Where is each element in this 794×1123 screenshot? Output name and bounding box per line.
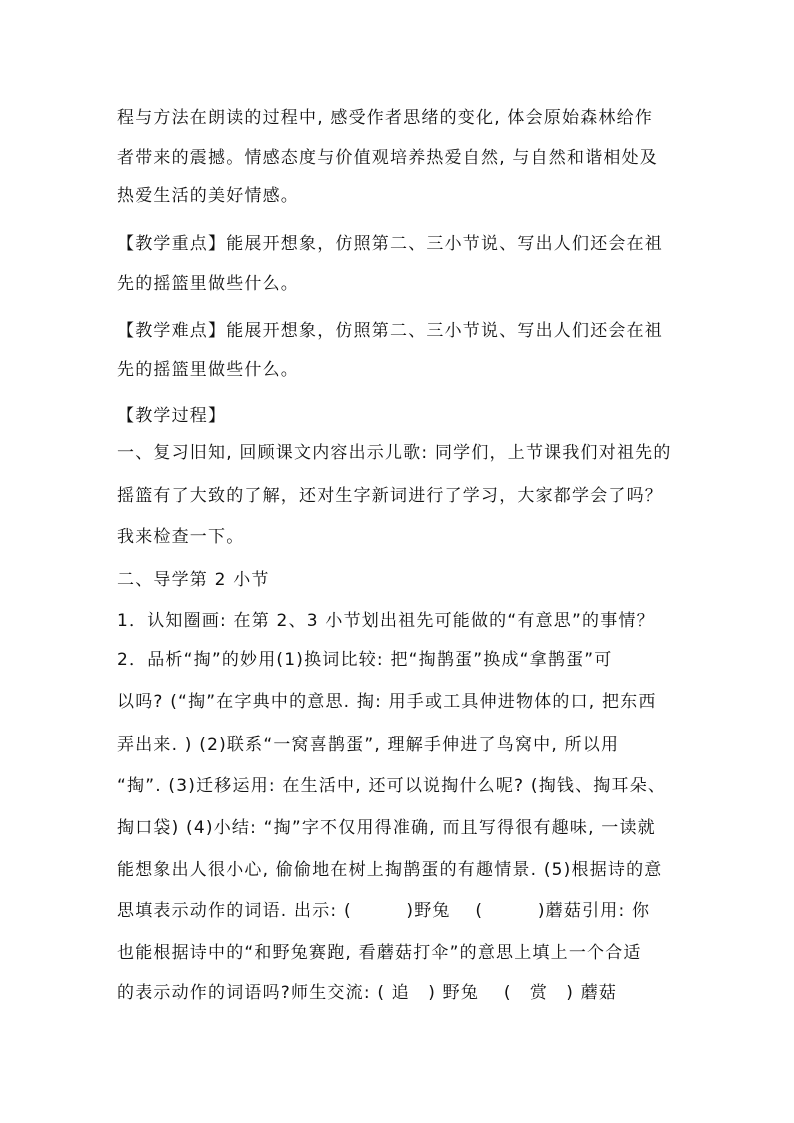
text-line: 1．认知圈画: 在第 2、3 小节划出祖先可能做的“有意思”的事情？ (117, 611, 655, 631)
text-line: 思填表示动作的词语. 出示: ( )野兔 ( )蘑菇引用: 你 (117, 901, 651, 921)
text-line: 也能根据诗中的“和野兔赛跑, 看蘑菇打伞”的意思上填上一个合适 (117, 943, 642, 963)
text-line: 的表示动作的词语吗?师生交流: ( 追 ) 野兔 ( 赏 ) 蘑菇 (117, 983, 618, 1003)
section-heading: 二、导学第 2 小节 (117, 570, 270, 590)
section-heading: 【教学过程】 (117, 406, 227, 426)
text-line: 弄出来. ) (2)联系“一窝喜鹊蛋”, 理解手伸进了鸟窝中, 所以用 (117, 735, 620, 755)
text-line: 先的摇篮里做些什么。 (117, 360, 299, 380)
text-line: 程与方法在朗读的过程中, 感受作者思绪的变化, 体会原始森林给作 (117, 108, 654, 128)
text-line: 先的摇篮里做些什么。 (117, 274, 299, 294)
text-line: 一、复习旧知, 回顾课文内容出示儿歌: 同学们，上节课我们对祖先的 (117, 443, 672, 463)
text-line: 摇篮有了大致的了解，还对生字新词进行了学习，大家都学会了吗？ (117, 486, 663, 506)
text-line: 掏口袋) (4)小结: “掏”字不仅用得准确, 而且写得很有趣味, 一读就 (117, 818, 656, 838)
text-line: 【教学难点】能展开想象，仿照第二、三小节说、写出人们还会在祖 (117, 321, 663, 341)
text-line: 能想象出人很小心, 偷偷地在树上掏鹊蛋的有趣情景. (5)根据诗的意 (117, 860, 663, 880)
text-line: 热爱生活的美好情感。 (117, 186, 299, 206)
text-line: 者带来的震撼。情感态度与价值观培养热爱自然, 与自然和谐相处及 (117, 148, 659, 168)
text-line: 【教学重点】能展开想象，仿照第二、三小节说、写出人们还会在祖 (117, 234, 663, 254)
text-line: 2．品析“掏”的妙用(1)换词比较: 把“掏鹊蛋”换成“拿鹊蛋”可 (117, 650, 613, 670)
text-line: 我来检查一下。 (117, 527, 245, 547)
text-line: “掏”. (3)迁移运用: 在生活中, 还可以说掏什么呢? (掏钱、掏耳朵、 (117, 776, 667, 796)
text-line: 以吗? (“掏”在字典中的意思. 掏: 用手或工具伸进物体的口, 把东西 (117, 692, 657, 712)
